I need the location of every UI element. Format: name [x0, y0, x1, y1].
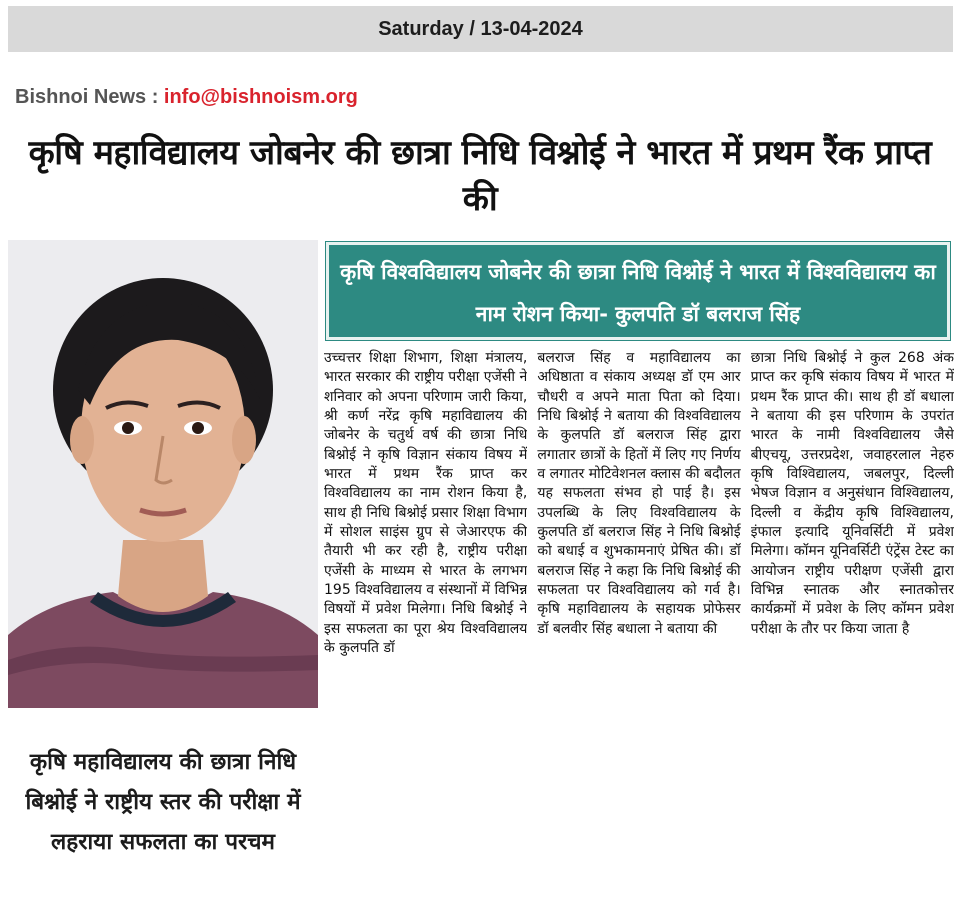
subheadline-banner: कृषि विश्वविद्यालय जोबनेर की छात्रा निधि विश्नोई ने भारत में विश्वविद्यालय का नाम रोशन किया- कुलपति डॉ बलराज सिंह — [326, 242, 950, 340]
publication-date: Saturday / 13-04-2024 — [378, 17, 583, 40]
photo-caption — [8, 712, 318, 892]
source-email-link[interactable]: info@bishnoism.org — [163, 86, 358, 108]
photo-caption-text: कृषि महाविद्यालय की छात्रा निधि बिश्नोई ने राष्ट्रीय स्तर की परीक्षा में लहराया सफलता का परचम — [25, 749, 301, 855]
article-column-2: बलराज सिंह व महाविद्यालय का अधिष्ठाता व संकाय अध्यक्ष डॉ एम आर चौधरी व अपने माता पिता को दिया। निधि बिश्नोई ने बताया की विश्वविद्यालय के कुलपति डॉ बलराज सिंह द्वारा लगातार छात्रों के हितों में लिए गए निर्णय व लगातर मोटिवेशनल क्लास की बदौलत यह सफलता संभव हो पाई है। इस उपलब्धि के लिए विश्वविद्यालय के कुलपति डॉ बलराज सिंह ने निधि बिश्नोई को बधाई व शुभकामनाएं प्रेषित की। डॉ बलराज सिंह ने कहा कि निधि बिश्नोई की सफलता पर विश्वविद्यालय को गर्व है। कृषि महाविद्यालय के सहायक प्रोफेसर डॉ बलवीर सिंह बधाला ने बताया की — [537, 350, 741, 637]
source-line — [15, 86, 358, 109]
headline: कृषि महाविद्यालय जोबनेर की छात्रा निधि विश्नोई ने भारत में प्रथम रैंक प्राप्त की — [28, 133, 932, 219]
source-label: Bishnoi News : — [15, 86, 164, 108]
article-column-3: छात्रा निधि बिश्नोई ने कुल 268 अंक प्राप्त कर कृषि संकाय विषय में भारत में प्रथम रैंक प्राप्त की। साथ ही डॉ बधाला ने बताया की इस परिणाम के उपरांत भारत के नामी विश्वविद्यालय जैसे बीएचयू, उत्तरप्रदेश, जवाहरलाल नेहरु कृषि विश्विद्यालय, जबलपुर, दिल्ली भेषज विज्ञान व अनुसंधान विश्विद्यालय, दिल्ली व केंद्रीय कृषि विश्विद्यालय, इंफाल इत्यादि यूनिवर्सिटी में प्रवेश मिलेगा। कॉमन यूनिवर्सिटी एंट्रेंस टेस्ट का आयोजन राष्ट्रीय परीक्षण एजेंसी द्वारा विभिन्न स्नातक और स्नातकोत्तर कार्यक्रमों में प्रवेश के लिए कॉमन प्रवेश परीक्षा के तौर पर किया जाता है — [750, 350, 954, 637]
article-body — [324, 349, 954, 897]
portrait-illustration — [8, 240, 318, 708]
date-bar — [8, 6, 953, 52]
article-column-1: उच्चत्तर शिक्षा शिभाग, शिक्षा मंत्रालय, भारत सरकार की राष्ट्रीय परीक्षा एजेंसी ने शनिवार को अपना परिणाम जारी किया, श्री कर्ण नरेंद्र कृषि महाविद्यालय की जोबनेर के चतुर्थ वर्ष की छात्रा निधि बिश्नोई ने कृषि विज्ञान संकाय विषय में भारत में प्रथम रैंक प्राप्त कर विश्वविद्यालय का नाम रोशन किया है, साथ ही निधि बिश्नोई प्रसार शिक्षा विभाग में सोशल साइंस ग्रुप से जेआरएफ की तैयारी भी कर रही है, राष्ट्रीय परीक्षा एजेंसी के माध्यम से भारत के लगभग 195 विश्वविद्यालय व संस्थानों में विभिन्न विषयों में प्रवेश मिलेगा। निधि बिश्नोई ने इस सफलता का पूरा श्रेय विश्वविद्यालय के कुलपति डॉ — [324, 350, 528, 657]
student-photo — [8, 240, 318, 708]
